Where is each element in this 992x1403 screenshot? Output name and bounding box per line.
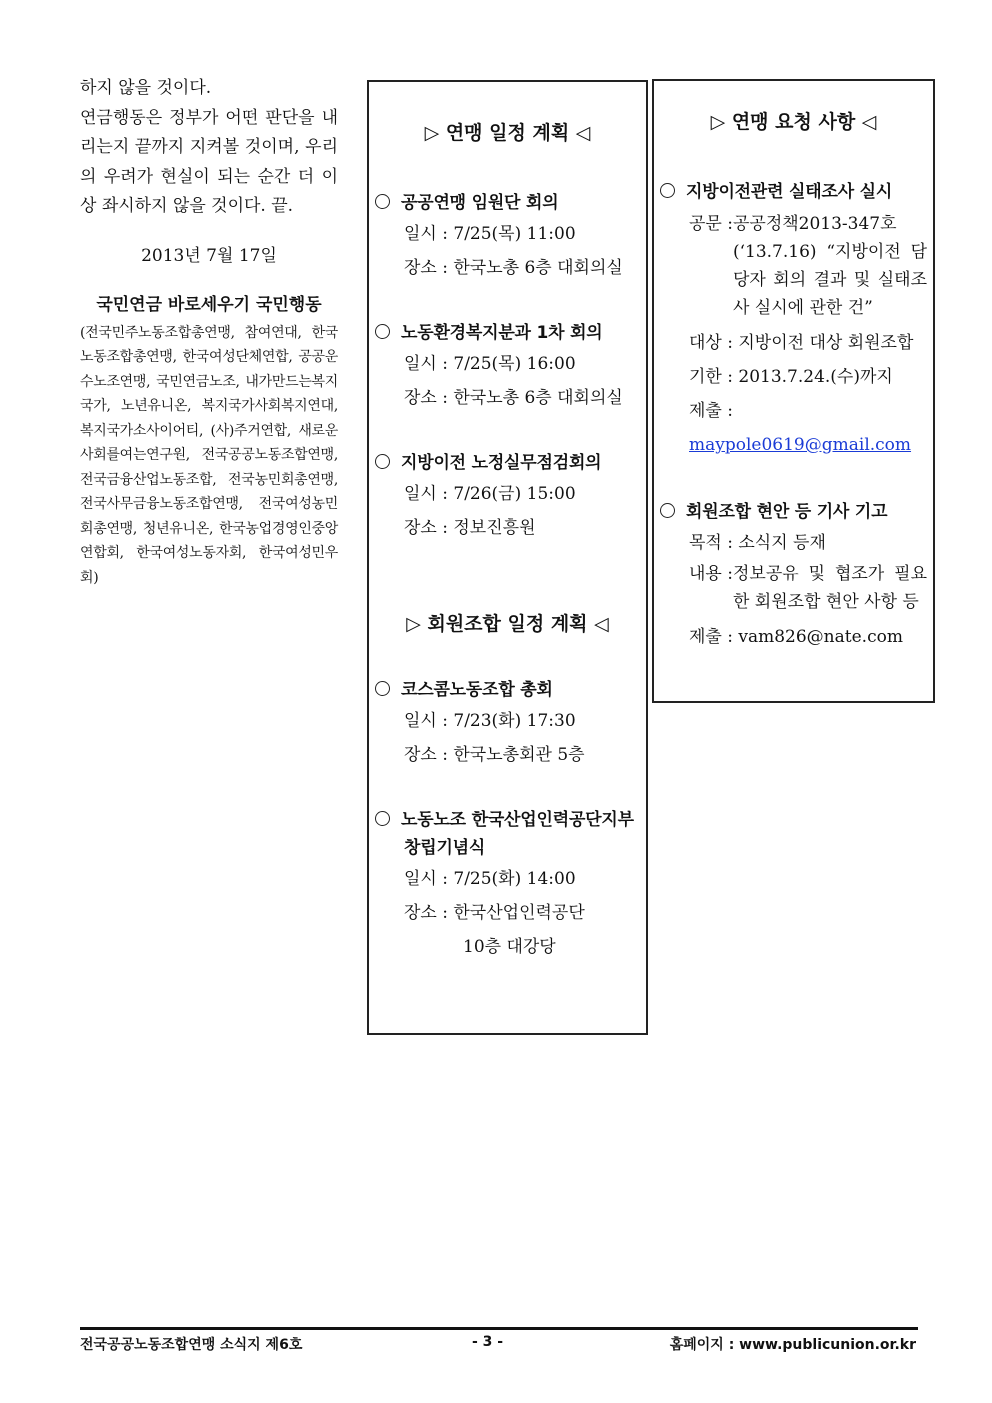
request-content-label: 내용 : [689,564,733,584]
circle-bullet-icon [375,194,390,209]
footer-page-number: - 3 - [472,1334,504,1350]
schedule-item [369,189,646,285]
schedule-item-title: 지방이전 노정실무점검회의 [401,453,602,473]
schedule-item [369,806,646,964]
schedule-item [369,449,646,545]
circle-bullet-icon [375,454,390,469]
schedule-item-time: 일시 : 7/26(금) 15:00 [404,484,576,504]
request-content-row [660,560,927,616]
organization-name: 국민연금 바로세우기 국민행동 [96,295,322,315]
request-submit: 제출 : vam826@nate.com [689,627,903,647]
request-content-value: 정보공유 및 협조가 필요한 회원조합 현안 사항 등 [732,564,927,612]
submit-email-link[interactable]: maypole0619@gmail.com [689,435,912,455]
schedule-item-time: 일시 : 7/23(화) 17:30 [404,711,576,731]
circle-bullet-icon [375,811,390,826]
schedule-item-title-cont: 창립기념식 [404,838,486,858]
circle-bullet-icon [375,681,390,696]
left-column [80,74,338,590]
request-deadline: 기한 : 2013.7.24.(수)까지 [689,367,893,387]
federation-requests-box [652,79,935,703]
schedule-item-title: 노동환경복지분과 1차 회의 [401,323,603,343]
schedule-item-place: 장소 : 한국노총회관 5층 [404,745,585,765]
federation-schedule-title: ▷ 연맹 일정 계획 ◁ [424,122,591,144]
paragraph-body: 연금행동은 정부가 어떤 판단을 내리는지 끝까지 지켜볼 것이며, 우리의 우려가 현실이 되는 순간 더 이상 좌시하지 않을 것이다. 끝. [80,107,338,216]
request-doc-row [660,210,927,322]
schedule-item-place: 장소 : 한국노총 6층 대회의실 [404,388,623,408]
request-submit-row [660,394,927,462]
footer-publication: 전국공공노동조합연맹 소식지 제6호 [80,1337,303,1353]
schedule-item-time: 일시 : 7/25(목) 16:00 [404,354,576,374]
request-target: 대상 : 지방이전 대상 회원조합 [689,333,914,353]
schedule-item-title: 코스콤노동조합 총회 [401,680,553,700]
request-doc-label: 공문 : [689,214,733,234]
schedule-item-time: 일시 : 7/25(목) 11:00 [404,224,576,244]
schedule-item [369,319,646,415]
request-purpose: 목적 : 소식지 등재 [689,533,826,553]
schedule-item-place: 장소 : 정보진흥원 [404,518,536,538]
circle-bullet-icon [660,503,675,518]
request-doc-value: 공공정책2013-347호 (‘13.7.16) “지방이전 담당자 회의 결과 및 실태조사 실시에 관한 건” [732,214,927,318]
federation-schedule-box [367,80,648,1035]
circle-bullet-icon [375,324,390,339]
schedule-item-title: 공공연맹 임원단 회의 [401,193,559,213]
request-item [654,178,933,462]
schedule-item-place: 장소 : 한국노총 6층 대회의실 [404,258,623,278]
schedule-item-place-cont: 10층 대강당 [463,937,556,957]
member-organizations: (전국민주노동조합총연맹, 참여연대, 한국노동조합총연맹, 한국여성단체연합, 공공운수노조연맹, 국민연금노조, 내가만드는복지국가, 노년유니온, 복지국가사회복지연대, 복지국가소사이어티, (사)주거연합, 새로운사회를여는연구원, 전국공공노동조합연맹, 전국금융산업노동조합, 전국농민회총연맹, 전국사무금융노동조합연맹, 전국여성농민회총연맹, 청년유니온, 한국농업경영인중앙연합회, 한국여성노동자회, 한국여성민우회) [80,324,338,586]
request-submit-label: 제출 : [689,401,733,421]
schedule-item-time: 일시 : 7/25(화) 14:00 [404,869,576,889]
schedule-item [369,676,646,772]
circle-bullet-icon [660,183,675,198]
paragraph-line: 하지 않을 것이다. [80,78,212,98]
request-item-title: 지방이전관련 실태조사 실시 [686,182,893,202]
request-item [654,498,933,654]
request-item-title: 회원조합 현안 등 기사 기고 [686,502,888,522]
statement-date: 2013년 7월 17일 [141,245,277,266]
federation-requests-title: ▷ 연맹 요청 사항 ◁ [710,111,877,133]
schedule-item-title: 노동노조 한국산업인력공단지부 [401,810,634,830]
member-union-schedule-title: ▷ 회원조합 일정 계획 ◁ [406,613,609,635]
schedule-item-place: 장소 : 한국산업인력공단 [404,903,585,923]
footer-rule [80,1327,918,1330]
footer-homepage: 홈페이지 : www.publicunion.or.kr [669,1337,916,1353]
